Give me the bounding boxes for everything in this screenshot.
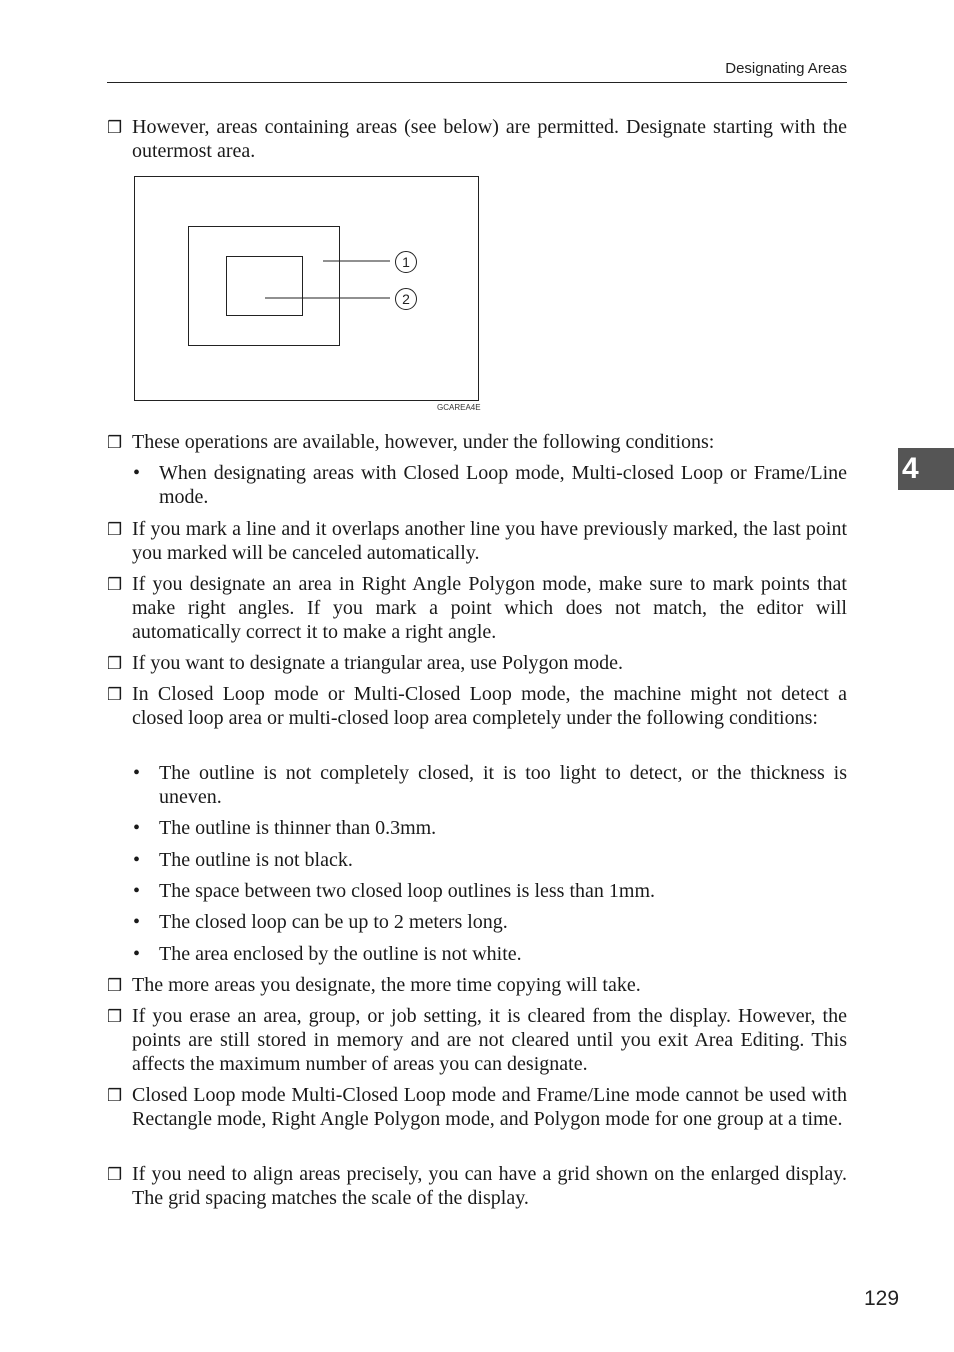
note-item	[107, 115, 847, 163]
bullet-text: The outline is not black.	[159, 849, 353, 871]
bullet-text: The area enclosed by the outline is not white.	[159, 943, 522, 965]
bullet-item	[133, 910, 847, 934]
header-divider	[107, 82, 847, 83]
bullet-dot-icon: •	[133, 849, 141, 871]
callout-number-2: 2	[402, 291, 410, 307]
bullet-dot-icon: •	[133, 911, 141, 933]
nested-areas-figure	[134, 176, 479, 401]
running-header: Designating Areas	[725, 60, 847, 77]
note-item	[107, 1083, 847, 1131]
bullet-dot-icon: •	[133, 943, 141, 965]
checkbox-bullet-icon: ❒	[107, 654, 123, 674]
bullet-item	[133, 942, 847, 966]
bullet-item	[133, 879, 847, 903]
checkbox-bullet-icon: ❒	[107, 520, 123, 540]
bullet-text: The space between two closed loop outlines is less than 1mm.	[159, 880, 656, 902]
note-text: If you erase an area, group, or job setting, it is cleared from the display. However, the points are still stored in memory and are not cleared until you exit Area Editing. This affects the maximum number of areas you can designate.	[132, 1005, 847, 1075]
bullet-dot-icon: •	[133, 462, 141, 484]
bullet-text: The closed loop can be up to 2 meters long.	[159, 911, 508, 933]
checkbox-bullet-icon: ❒	[107, 1165, 123, 1185]
note-text: If you need to align areas precisely, you can have a grid shown on the enlarged display. The grid spacing matches the scale of the display.	[132, 1163, 847, 1209]
inner-area	[227, 257, 303, 316]
note-item	[107, 517, 847, 565]
checkbox-bullet-icon: ❒	[107, 575, 123, 595]
bullet-item	[133, 816, 847, 840]
note-text: If you want to designate a triangular area, use Polygon mode.	[132, 652, 623, 674]
bullet-dot-icon: •	[133, 880, 141, 902]
bullet-text: The outline is not completely closed, it is too light to detect, or the thickness is uneven.	[159, 762, 847, 808]
note-text: In Closed Loop mode or Multi-Closed Loop mode, the machine might not detect a closed loop area or multi-closed loop area completely under the following conditions:	[132, 683, 847, 729]
note-text: These operations are available, however, under the following conditions:	[132, 431, 715, 453]
page-number: 129	[864, 1287, 900, 1310]
bullet-text: When designating areas with Closed Loop mode, Multi-closed Loop or Frame/Line mode.	[159, 462, 847, 508]
figure-frame	[135, 177, 479, 401]
note-item	[107, 572, 847, 644]
checkbox-bullet-icon: ❒	[107, 1086, 123, 1106]
bullet-text: The outline is thinner than 0.3mm.	[159, 817, 437, 839]
note-item	[107, 1162, 847, 1210]
checkbox-bullet-icon: ❒	[107, 433, 123, 453]
note-item	[107, 651, 847, 675]
checkbox-bullet-icon: ❒	[107, 118, 123, 138]
bullet-item	[133, 848, 847, 872]
bullet-dot-icon: •	[133, 817, 141, 839]
bullet-dot-icon: •	[133, 762, 141, 784]
callout-number-1: 1	[402, 254, 410, 270]
note-text: The more areas you designate, the more time copying will take.	[132, 974, 641, 996]
note-item	[107, 1004, 847, 1076]
note-item	[107, 430, 847, 454]
outer-area	[189, 227, 340, 346]
checkbox-bullet-icon: ❒	[107, 685, 123, 705]
note-text: If you designate an area in Right Angle Polygon mode, make sure to mark points that make right angles. If you mark a point which does not match, the editor will automatically correct it to make a right angle.	[132, 573, 847, 643]
chapter-tab[interactable]: 4	[898, 448, 954, 490]
bullet-item	[133, 461, 847, 509]
note-item	[107, 682, 847, 730]
checkbox-bullet-icon: ❒	[107, 976, 123, 996]
bullet-item	[133, 761, 847, 809]
note-text: If you mark a line and it overlaps another line you have previously marked, the last point you marked will be canceled automatically.	[132, 518, 847, 564]
note-text: However, areas containing areas (see below) are permitted. Designate starting with the outermost area.	[132, 116, 847, 162]
checkbox-bullet-icon: ❒	[107, 1007, 123, 1027]
note-text: Closed Loop mode Multi-Closed Loop mode and Frame/Line mode cannot be used with Rectangle mode, Right Angle Polygon mode, and Polygon mode for one group at a time.	[132, 1084, 847, 1130]
note-item	[107, 973, 847, 997]
figure-code: GCAREA4E	[437, 403, 481, 412]
